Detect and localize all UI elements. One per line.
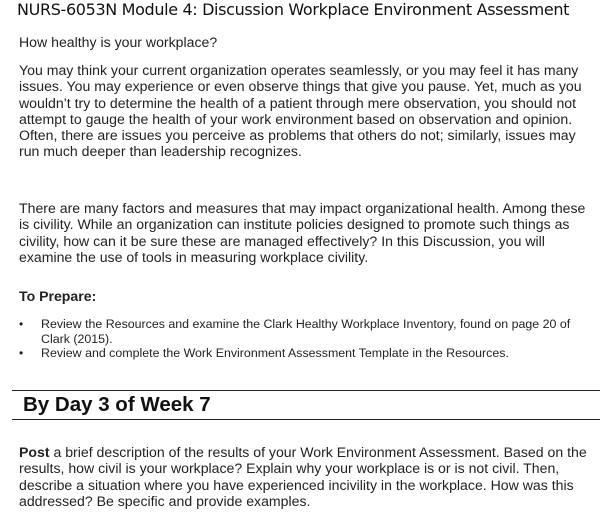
day-3-section-header — [12, 390, 600, 420]
to-prepare-list — [19, 317, 594, 361]
day-3-instructions-body: a brief description of the results of your Work Environment Assessment. Based on the results, how civil is your workplace? Explain why your workplace is or is not civil. Then, describe a situation where you have experienced incivility in the workplace. How was this addressed? Be specific and provide examples. — [19, 444, 587, 509]
intro-question: How healthy is your workplace? — [19, 34, 218, 50]
list-item — [19, 317, 594, 346]
intro-paragraph-2: There are many factors and measures that may impact organizational health. Among these is civility. While an organization can institute policies designed to promote such things as civility, how can it be sure these are managed effectively? In this Discussion, you will examine the use of tools in measuring workplace civility. — [19, 200, 586, 265]
bullet-icon: • — [19, 346, 24, 361]
list-item-text: Review the Resources and examine the Clark Healthy Workplace Inventory, found on page 20 of Clark (2015). — [41, 317, 571, 346]
intro-paragraph-1: You may think your current organization operates seamlessly, or you may feel it has many issues. You may experience or even observe things that give you pause. Yet, much as you wouldn’t try to determine the health of a patient through mere observation, you should not attempt to gauge the health of your work environment based on observation and opinion. Often, there are issues you perceive as problems that others do not; similarly, issues may run much deeper than leadership recognizes. — [19, 62, 582, 160]
list-item-text: Review and complete the Work Environment Assessment Template in the Resources. — [41, 346, 509, 361]
to-prepare-heading: To Prepare: — [19, 288, 97, 304]
document-title: NURS-6053N Module 4: Discussion Workplace Environment Assessment — [17, 0, 570, 19]
bullet-icon: • — [19, 317, 24, 331]
day-3-heading: By Day 3 of Week 7 — [23, 393, 211, 416]
day-3-instructions — [19, 444, 599, 509]
post-lead-word: Post — [19, 444, 50, 460]
list-item — [19, 346, 594, 361]
